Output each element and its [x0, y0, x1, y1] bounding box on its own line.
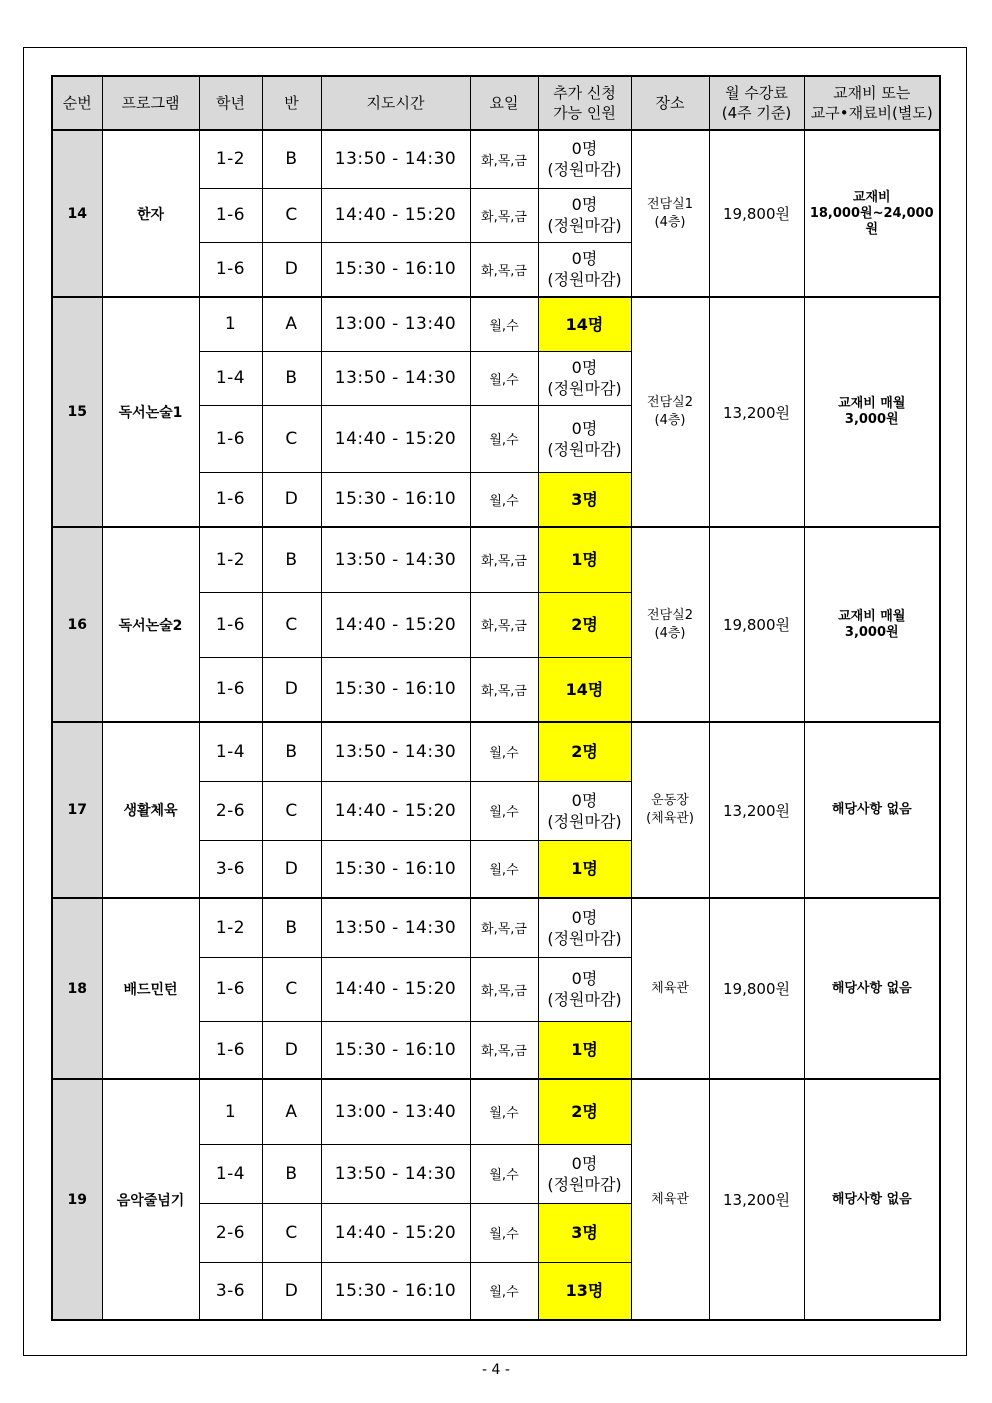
time-cell: 15:30 - 16:10	[321, 657, 470, 722]
class-cell: A	[262, 297, 321, 351]
class-cell: B	[262, 1144, 321, 1203]
place-cell: 운동장 (체육관)	[631, 722, 709, 898]
material-cell: 해당사항 없음	[804, 1079, 940, 1320]
grade-cell: 1-2	[199, 527, 262, 592]
time-cell: 15:30 - 16:10	[321, 472, 470, 527]
class-cell: D	[262, 657, 321, 722]
days-cell: 화,목,금	[470, 1021, 538, 1079]
time-cell: 15:30 - 16:10	[321, 840, 470, 898]
capacity-cell: 0명 (정원마감)	[538, 781, 631, 840]
fee-cell: 13,200원	[709, 722, 804, 898]
header-material: 교재비 또는 교구•재료비(별도)	[804, 76, 940, 130]
capacity-cell: 3명	[538, 472, 631, 527]
program-name: 배드민턴	[102, 898, 199, 1079]
seq-cell: 19	[52, 1079, 102, 1320]
place-cell: 전담실2 (4층)	[631, 527, 709, 722]
grade-cell: 1-6	[199, 188, 262, 242]
capacity-cell: 2명	[538, 1079, 631, 1144]
class-cell: D	[262, 472, 321, 527]
days-cell: 화,목,금	[470, 527, 538, 592]
days-cell: 월,수	[470, 1203, 538, 1262]
fee-cell: 19,800원	[709, 130, 804, 297]
material-cell: 교재비 18,000원~24,000원	[804, 130, 940, 297]
grade-cell: 3-6	[199, 840, 262, 898]
capacity-cell: 0명 (정원마감)	[538, 130, 631, 188]
program-name: 음악줄넘기	[102, 1079, 199, 1320]
capacity-cell: 3명	[538, 1203, 631, 1262]
time-cell: 14:40 - 15:20	[321, 957, 470, 1021]
time-cell: 15:30 - 16:10	[321, 1262, 470, 1320]
material-cell: 교재비 매월 3,000원	[804, 297, 940, 527]
material-cell: 해당사항 없음	[804, 722, 940, 898]
place-cell: 전담실1 (4층)	[631, 130, 709, 297]
capacity-cell: 0명 (정원마감)	[538, 351, 631, 405]
table-row	[52, 527, 940, 592]
class-cell: B	[262, 130, 321, 188]
capacity-cell: 0명 (정원마감)	[538, 405, 631, 472]
seq-cell: 17	[52, 722, 102, 898]
days-cell: 월,수	[470, 1144, 538, 1203]
class-cell: B	[262, 351, 321, 405]
grade-cell: 1	[199, 1079, 262, 1144]
capacity-cell: 1명	[538, 1021, 631, 1079]
time-cell: 13:50 - 14:30	[321, 1144, 470, 1203]
capacity-cell: 14명	[538, 297, 631, 351]
grade-cell: 2-6	[199, 1203, 262, 1262]
table-row	[52, 130, 940, 188]
class-cell: D	[262, 1262, 321, 1320]
fee-cell: 13,200원	[709, 297, 804, 527]
class-cell: B	[262, 722, 321, 781]
program-name: 독서논술2	[102, 527, 199, 722]
days-cell: 월,수	[470, 405, 538, 472]
seq-cell: 18	[52, 898, 102, 1079]
class-cell: C	[262, 957, 321, 1021]
grade-cell: 1-2	[199, 130, 262, 188]
grade-cell: 3-6	[199, 1262, 262, 1320]
header-program: 프로그램	[102, 76, 199, 130]
header-grade: 학년	[199, 76, 262, 130]
program-schedule-table	[51, 75, 941, 1321]
time-cell: 13:00 - 13:40	[321, 297, 470, 351]
class-cell: C	[262, 592, 321, 657]
place-cell: 체육관	[631, 898, 709, 1079]
days-cell: 월,수	[470, 722, 538, 781]
grade-cell: 2-6	[199, 781, 262, 840]
days-cell: 화,목,금	[470, 898, 538, 957]
place-cell: 체육관	[631, 1079, 709, 1320]
grade-cell: 1-4	[199, 722, 262, 781]
time-cell: 14:40 - 15:20	[321, 781, 470, 840]
time-cell: 14:40 - 15:20	[321, 405, 470, 472]
days-cell: 월,수	[470, 351, 538, 405]
header-fee: 월 수강료 (4주 기준)	[709, 76, 804, 130]
time-cell: 13:50 - 14:30	[321, 722, 470, 781]
seq-cell: 14	[52, 130, 102, 297]
program-name: 한자	[102, 130, 199, 297]
time-cell: 14:40 - 15:20	[321, 592, 470, 657]
days-cell: 화,목,금	[470, 188, 538, 242]
capacity-cell: 0명 (정원마감)	[538, 242, 631, 297]
capacity-cell: 0명 (정원마감)	[538, 188, 631, 242]
time-cell: 13:50 - 14:30	[321, 130, 470, 188]
capacity-cell: 0명 (정원마감)	[538, 957, 631, 1021]
header-seq: 순번	[52, 76, 102, 130]
class-cell: C	[262, 781, 321, 840]
page-number: - 4 -	[482, 1362, 510, 1378]
grade-cell: 1-2	[199, 898, 262, 957]
grade-cell: 1	[199, 297, 262, 351]
table-body	[52, 130, 940, 1320]
header-row	[52, 76, 940, 130]
days-cell: 화,목,금	[470, 657, 538, 722]
header-time: 지도시간	[321, 76, 470, 130]
class-cell: A	[262, 1079, 321, 1144]
header-days: 요일	[470, 76, 538, 130]
capacity-cell: 0명 (정원마감)	[538, 898, 631, 957]
time-cell: 13:50 - 14:30	[321, 898, 470, 957]
capacity-cell: 1명	[538, 527, 631, 592]
material-cell: 해당사항 없음	[804, 898, 940, 1079]
days-cell: 월,수	[470, 1262, 538, 1320]
class-cell: C	[262, 1203, 321, 1262]
days-cell: 화,목,금	[470, 130, 538, 188]
class-cell: D	[262, 840, 321, 898]
program-name: 독서논술1	[102, 297, 199, 527]
class-cell: C	[262, 188, 321, 242]
days-cell: 화,목,금	[470, 592, 538, 657]
time-cell: 14:40 - 15:20	[321, 188, 470, 242]
class-cell: C	[262, 405, 321, 472]
grade-cell: 1-6	[199, 405, 262, 472]
fee-cell: 13,200원	[709, 1079, 804, 1320]
table-row	[52, 898, 940, 957]
header-class: 반	[262, 76, 321, 130]
capacity-cell: 2명	[538, 592, 631, 657]
table-row	[52, 297, 940, 351]
grade-cell: 1-4	[199, 1144, 262, 1203]
fee-cell: 19,800원	[709, 527, 804, 722]
class-cell: D	[262, 242, 321, 297]
grade-cell: 1-6	[199, 242, 262, 297]
capacity-cell: 14명	[538, 657, 631, 722]
header-capacity: 추가 신청 가능 인원	[538, 76, 631, 130]
place-cell: 전담실2 (4층)	[631, 297, 709, 527]
table-row	[52, 722, 940, 781]
header-place: 장소	[631, 76, 709, 130]
days-cell: 월,수	[470, 472, 538, 527]
seq-cell: 16	[52, 527, 102, 722]
capacity-cell: 13명	[538, 1262, 631, 1320]
time-cell: 13:50 - 14:30	[321, 351, 470, 405]
time-cell: 13:50 - 14:30	[321, 527, 470, 592]
class-cell: D	[262, 1021, 321, 1079]
grade-cell: 1-6	[199, 472, 262, 527]
time-cell: 14:40 - 15:20	[321, 1203, 470, 1262]
program-name: 생활체육	[102, 722, 199, 898]
capacity-cell: 2명	[538, 722, 631, 781]
days-cell: 월,수	[470, 781, 538, 840]
class-cell: B	[262, 898, 321, 957]
capacity-cell: 1명	[538, 840, 631, 898]
days-cell: 화,목,금	[470, 242, 538, 297]
fee-cell: 19,800원	[709, 898, 804, 1079]
days-cell: 월,수	[470, 297, 538, 351]
material-cell: 교재비 매월 3,000원	[804, 527, 940, 722]
grade-cell: 1-6	[199, 1021, 262, 1079]
grade-cell: 1-4	[199, 351, 262, 405]
table-row	[52, 1079, 940, 1144]
days-cell: 월,수	[470, 1079, 538, 1144]
time-cell: 15:30 - 16:10	[321, 1021, 470, 1079]
time-cell: 13:00 - 13:40	[321, 1079, 470, 1144]
class-cell: B	[262, 527, 321, 592]
days-cell: 화,목,금	[470, 957, 538, 1021]
grade-cell: 1-6	[199, 957, 262, 1021]
seq-cell: 15	[52, 297, 102, 527]
days-cell: 월,수	[470, 840, 538, 898]
grade-cell: 1-6	[199, 657, 262, 722]
time-cell: 15:30 - 16:10	[321, 242, 470, 297]
grade-cell: 1-6	[199, 592, 262, 657]
capacity-cell: 0명 (정원마감)	[538, 1144, 631, 1203]
